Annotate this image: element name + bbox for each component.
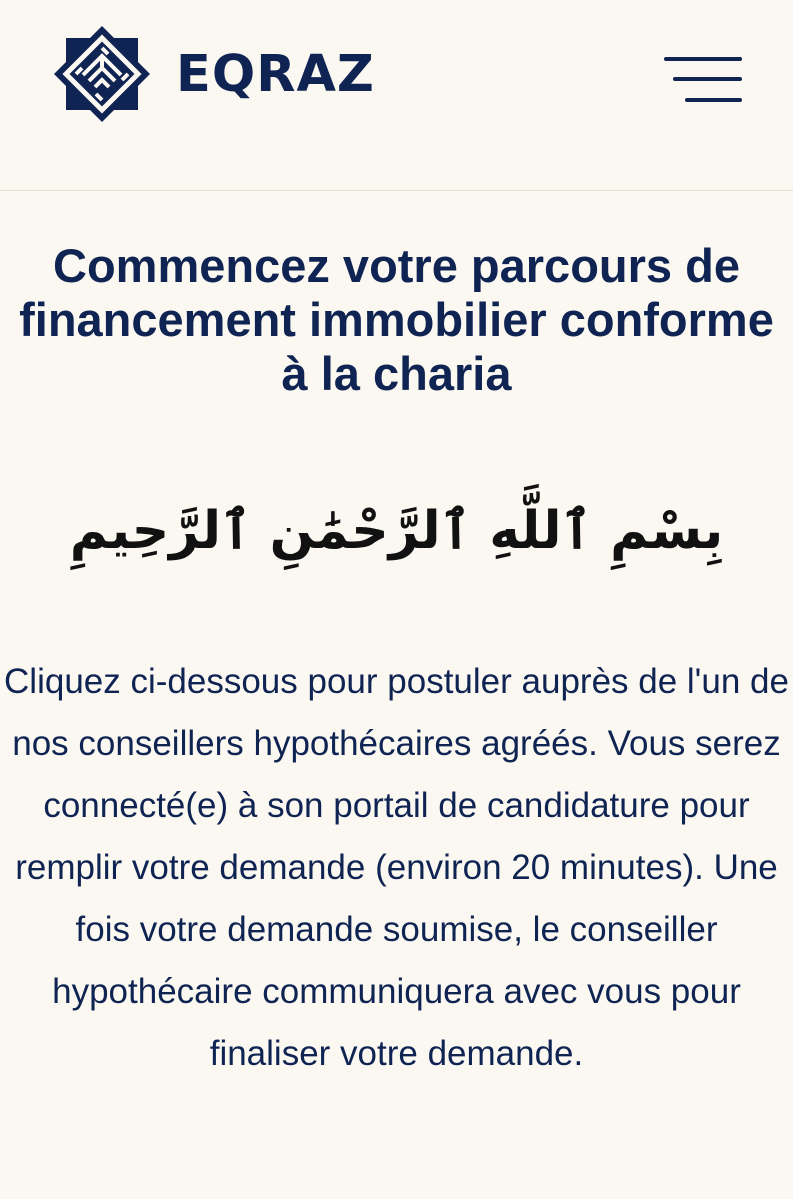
- hamburger-menu-button[interactable]: [658, 52, 748, 108]
- hamburger-menu-icon-line-2: [673, 77, 742, 81]
- site-header: [0, 0, 793, 191]
- basmala-heading: بِسْمِ ٱللَّهِ ٱلرَّحْمَٰنِ ٱلرَّحِيمِ: [69, 501, 724, 561]
- brand-name: EQRAZ: [176, 44, 375, 104]
- home-logo-link[interactable]: [52, 24, 375, 124]
- eqraz-logo-icon: [52, 24, 152, 124]
- page-title: Commencez votre parcours de financement immobilier conforme à la charia: [19, 239, 774, 400]
- application-instructions: Cliquez ci-dessous pour postuler auprès de l'un de nos conseillers hypothécaires agréés. Vous serez connecté(e) à son portail de candidature pour remplir votre demande (environ 20 minutes). Une fois votre demande soumise, le conseiller hypothécaire communiquera avec vous pour finaliser votre demande.: [4, 662, 789, 1073]
- hamburger-menu-icon: [664, 57, 742, 61]
- hamburger-menu-icon-line-3: [685, 98, 742, 102]
